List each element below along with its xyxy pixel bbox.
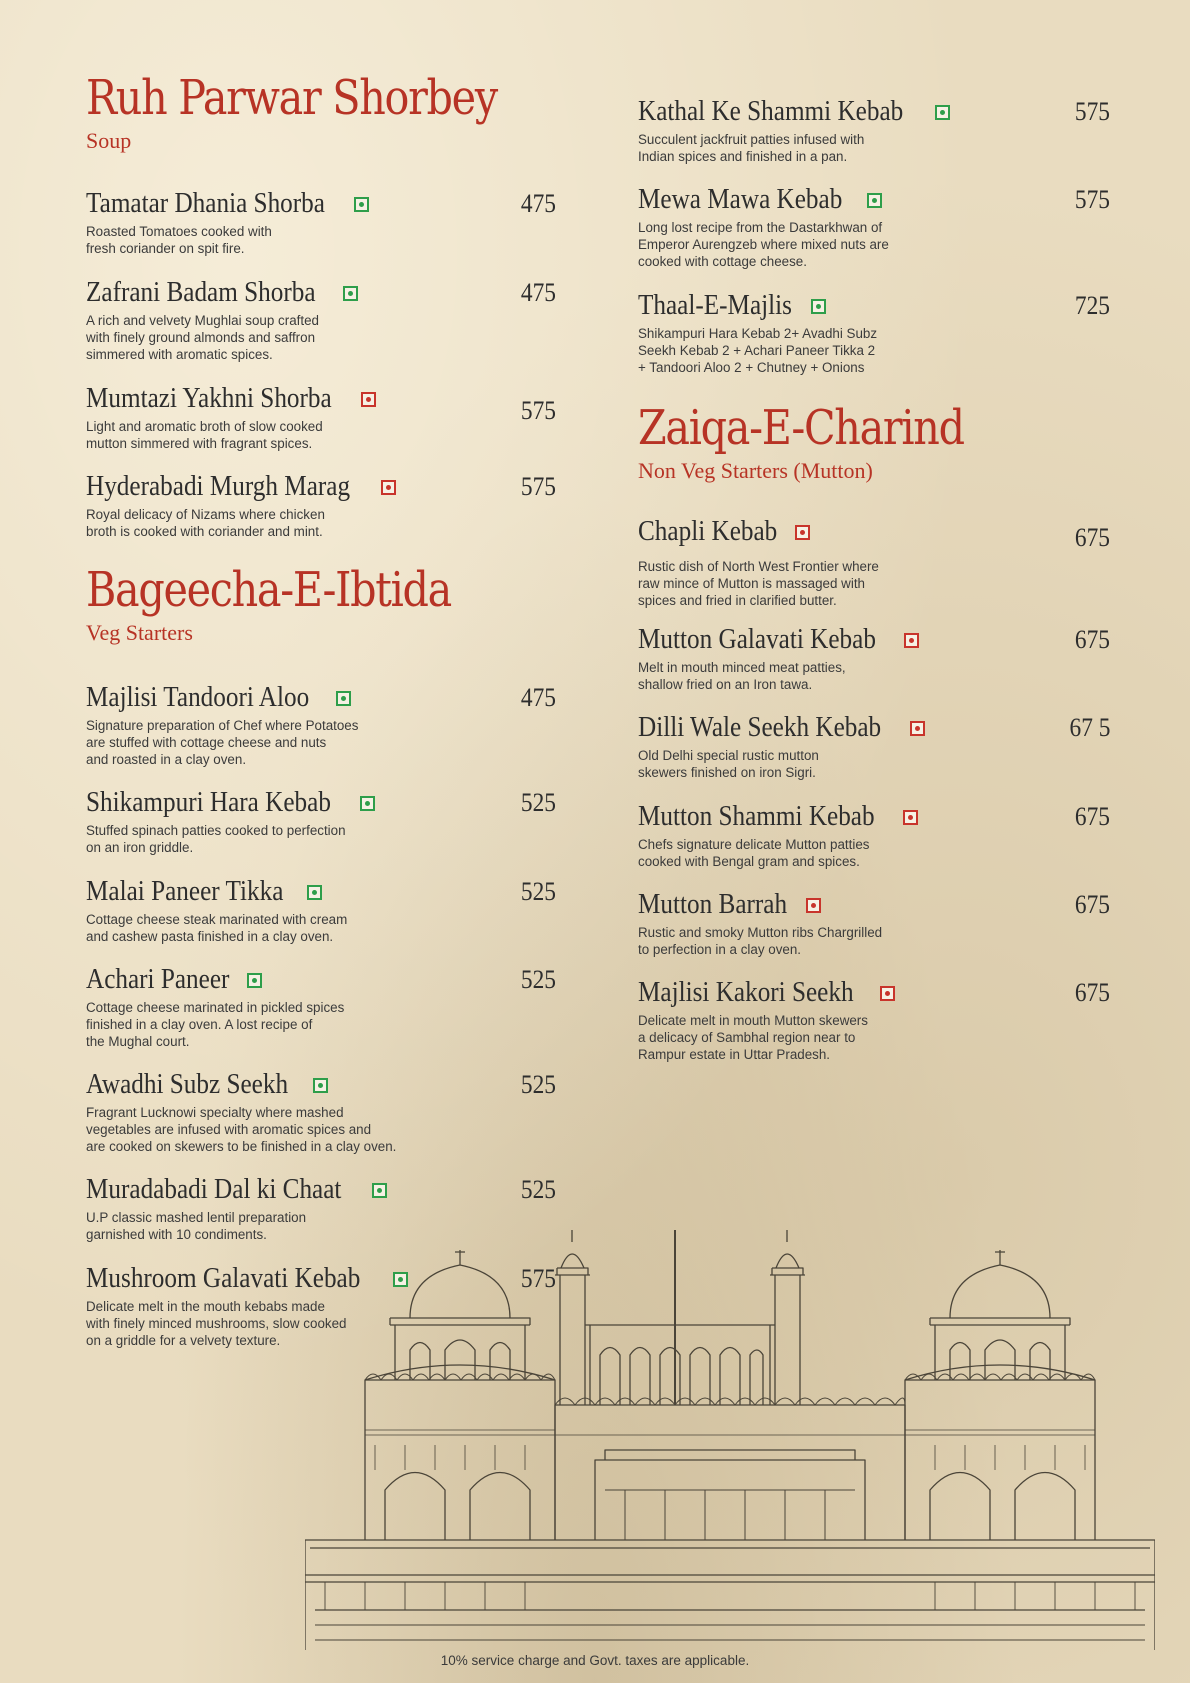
item-price: 525 <box>520 965 556 994</box>
menu-item <box>638 975 1110 1063</box>
item-price: 575 <box>520 472 556 501</box>
item-name: Mushroom Galavati Kebab <box>86 1263 361 1294</box>
nonveg-marker-icon <box>904 633 919 648</box>
item-description: Roasted Tomatoes cooked with fresh coriander on spit fire. <box>86 224 272 256</box>
item-name: Mutton Shammi Kebab <box>638 801 875 832</box>
menu-item <box>638 288 1110 376</box>
menu-item <box>638 887 1110 958</box>
section-title: Bageecha-E-Ibtida <box>86 562 451 618</box>
section-nonveg-mutton <box>638 400 1110 484</box>
item-description: Cottage cheese marinated in pickled spices finished in a clay oven. A lost recipe of the Mughal court. <box>86 1000 345 1049</box>
item-price: 675 <box>1074 978 1110 1007</box>
nonveg-marker-icon <box>381 480 396 495</box>
item-price: 525 <box>520 1175 556 1204</box>
item-description: Light and aromatic broth of slow cooked mutton simmered with fragrant spices. <box>86 419 323 451</box>
item-price: 675 <box>1074 523 1110 552</box>
menu-item <box>86 680 556 768</box>
item-price: 575 <box>1074 97 1110 126</box>
menu-item <box>86 962 556 1050</box>
nonveg-marker-icon <box>806 898 821 913</box>
nonveg-marker-icon <box>910 721 925 736</box>
menu-item <box>638 94 1110 165</box>
veg-marker-icon <box>811 299 826 314</box>
item-name: Mutton Barrah <box>638 889 788 920</box>
item-price: 675 <box>1074 625 1110 654</box>
nonveg-marker-icon <box>880 986 895 1001</box>
item-description: Succulent jackfruit patties infused with Indian spices and finished in a pan. <box>638 132 865 164</box>
item-price: 675 <box>1074 802 1110 831</box>
section-soup <box>86 70 556 154</box>
item-name: Achari Paneer <box>86 964 230 995</box>
item-name: Majlisi Kakori Seekh <box>638 977 854 1008</box>
item-name: Majlisi Tandoori Aloo <box>86 682 310 713</box>
veg-marker-icon <box>372 1183 387 1198</box>
menu-item <box>86 381 556 452</box>
item-price: 575 <box>520 396 556 425</box>
item-name: Hyderabadi Murgh Marag <box>86 471 351 502</box>
menu-item <box>638 622 1110 693</box>
menu-item <box>86 874 556 945</box>
item-price: 67 5 <box>1069 713 1110 742</box>
item-description: A rich and velvety Mughlai soup crafted with finely ground almonds and saffron simmered with aromatic spices. <box>86 313 319 362</box>
veg-marker-icon <box>360 796 375 811</box>
veg-marker-icon <box>867 193 882 208</box>
item-price: 525 <box>520 877 556 906</box>
item-price: 575 <box>520 1264 556 1293</box>
item-description: Cottage cheese steak marinated with cream and cashew pasta finished in a clay oven. <box>86 912 348 944</box>
section-title: Ruh Parwar Shorbey <box>86 70 497 126</box>
nonveg-marker-icon <box>903 810 918 825</box>
item-name: Tamatar Dhania Shorba <box>86 188 325 219</box>
item-price: 575 <box>1074 185 1110 214</box>
veg-marker-icon <box>313 1078 328 1093</box>
item-description: Stuffed spinach patties cooked to perfection on an iron griddle. <box>86 823 346 855</box>
service-charge-note: 10% service charge and Govt. taxes are applicable. <box>440 1653 750 1668</box>
item-name: Shikampuri Hara Kebab <box>86 787 331 818</box>
item-price: 675 <box>1074 890 1110 919</box>
item-name: Chapli Kebab <box>638 516 778 547</box>
item-description: Melt in mouth minced meat patties, shallow fried on an Iron tawa. <box>638 660 846 692</box>
item-description: Chefs signature delicate Mutton patties cooked with Bengal gram and spices. <box>638 837 870 869</box>
menu-item <box>638 799 1110 870</box>
item-description: U.P classic mashed lentil preparation garnished with 10 condiments. <box>86 1210 307 1242</box>
item-name: Thaal-E-Majlis <box>638 290 792 321</box>
menu-item <box>86 1067 556 1155</box>
section-veg-starters <box>86 562 556 646</box>
item-price: 475 <box>520 189 556 218</box>
item-price: 475 <box>520 278 556 307</box>
item-name: Mumtazi Yakhni Shorba <box>86 383 332 414</box>
item-description: Shikampuri Hara Kebab 2+ Avadhi Subz Seekh Kebab 2 + Achari Paneer Tikka 2 + Tandoori Aloo 2 + Chutney + Onions <box>638 326 878 375</box>
item-name: Muradabadi Dal ki Chaat <box>86 1174 342 1205</box>
item-name: Malai Paneer Tikka <box>86 876 284 907</box>
veg-marker-icon <box>354 197 369 212</box>
item-description: Delicate melt in the mouth kebabs made with finely minced mushrooms, slow cooked on a griddle for a velvety texture. <box>86 1299 347 1348</box>
menu-item <box>638 182 1110 270</box>
menu-item <box>86 275 556 363</box>
veg-marker-icon <box>336 691 351 706</box>
nonveg-marker-icon <box>361 392 376 407</box>
item-description: Long lost recipe from the Dastarkhwan of Emperor Aurengzeb where mixed nuts are cooked with cottage cheese. <box>638 220 889 269</box>
menu-item <box>638 710 1110 781</box>
veg-marker-icon <box>247 973 262 988</box>
item-description: Signature preparation of Chef where Potatoes are stuffed with cottage cheese and nuts and roasted in a clay oven. <box>86 718 359 767</box>
item-description: Rustic dish of North West Frontier where raw mince of Mutton is massaged with spices and fried in clarified butter. <box>638 559 879 608</box>
item-name: Kathal Ke Shammi Kebab <box>638 96 904 127</box>
menu-item <box>86 785 556 856</box>
veg-marker-icon <box>307 885 322 900</box>
menu-item <box>86 186 556 257</box>
section-subtitle: Veg Starters <box>86 620 193 645</box>
item-name: Zafrani Badam Shorba <box>86 277 316 308</box>
item-description: Fragrant Lucknowi specialty where mashed vegetables are infused with aromatic spices and are cooked on skewers to be finished in a clay oven. <box>86 1105 397 1154</box>
section-subtitle: Non Veg Starters (Mutton) <box>638 458 873 483</box>
menu-item <box>86 469 556 540</box>
section-title: Zaiqa-E-Charind <box>638 400 964 456</box>
item-name: Mewa Mawa Kebab <box>638 184 843 215</box>
nonveg-marker-icon <box>795 525 810 540</box>
item-price: 525 <box>520 788 556 817</box>
item-description: Delicate melt in mouth Mutton skewers a delicacy of Sambhal region near to Rampur estate in Uttar Pradesh. <box>638 1013 868 1062</box>
item-name: Awadhi Subz Seekh <box>86 1069 289 1100</box>
item-price: 725 <box>1074 291 1110 320</box>
item-price: 525 <box>520 1070 556 1099</box>
item-description: Royal delicacy of Nizams where chicken broth is cooked with coriander and mint. <box>86 507 325 539</box>
item-price: 475 <box>520 683 556 712</box>
item-name: Mutton Galavati Kebab <box>638 624 876 655</box>
item-description: Rustic and smoky Mutton ribs Chargrilled to perfection in a clay oven. <box>638 925 883 957</box>
section-subtitle: Soup <box>86 128 132 153</box>
veg-marker-icon <box>935 105 950 120</box>
menu-item <box>638 514 1110 609</box>
veg-marker-icon <box>343 286 358 301</box>
item-description: Old Delhi special rustic mutton skewers finished on iron Sigri. <box>638 748 819 780</box>
item-name: Dilli Wale Seekh Kebab <box>638 712 882 743</box>
fort-illustration <box>305 1230 1155 1650</box>
